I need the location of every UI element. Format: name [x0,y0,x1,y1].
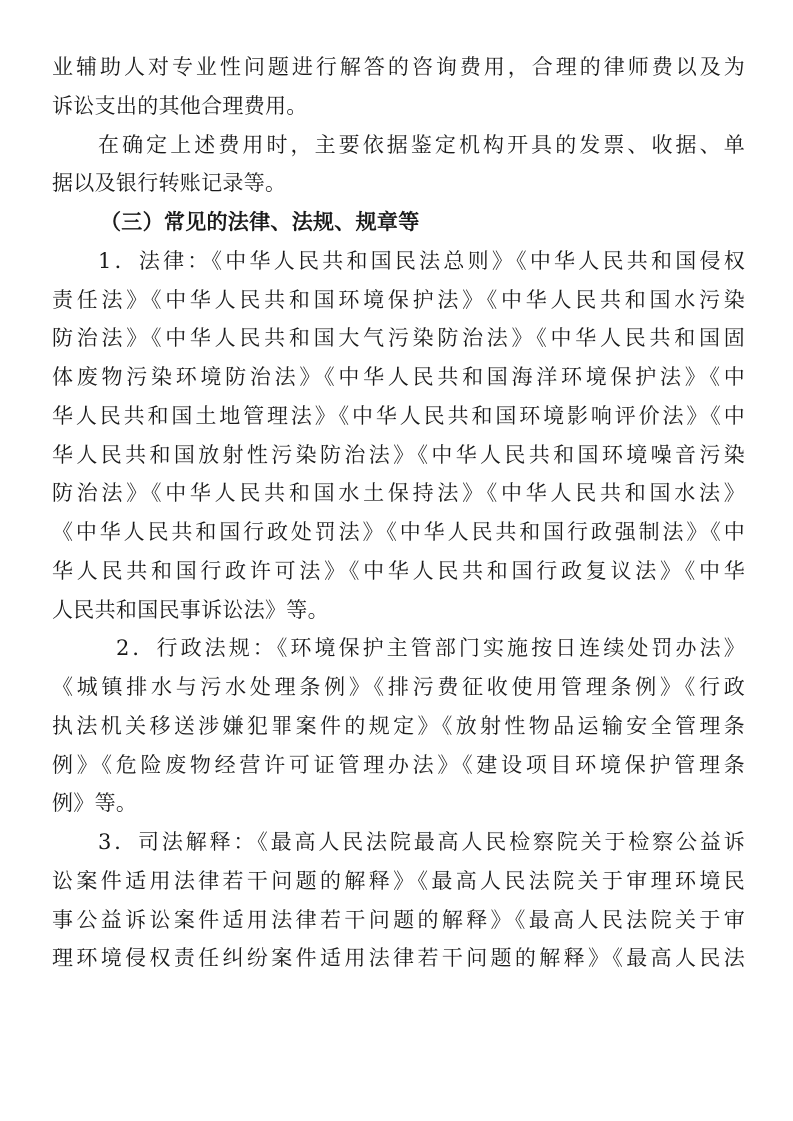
text-line: 防治法》《中华人民共和国水土保持法》《中华人民共和国水法》 [52,481,745,506]
text-line: 事公益诉讼案件适用法律若干问题的解释》《最高人民法院关于审 [52,907,745,932]
text-line: 讼案件适用法律若干问题的解释》《最高人民法院关于审理环境民 [52,868,745,893]
paragraph-laws [52,242,745,630]
text-line: 执法机关移送涉嫌犯罪案件的规定》《放射性物品运输安全管理条 [52,713,745,738]
paragraph-regulations [52,629,745,823]
paragraph-judicial-interpretations [52,823,745,978]
text-line: 《中华人民共和国行政处罚法》《中华人民共和国行政强制法》《中 [52,520,745,544]
paragraph-continuation [52,48,745,126]
text-line: 理环境侵权责任纠纷案件适用法律若干问题的解释》《最高人民法 [52,946,745,971]
text-line: 华人民共和国土地管理法》《中华人民共和国环境影响评价法》《中 [52,403,745,428]
section-heading-text: （三）常见的法律、法规、规章等 [100,210,420,234]
text-line: 例》等。 [52,791,138,816]
text-line: 华人民共和国行政许可法》《中华人民共和国行政复议法》《中华 [52,558,745,583]
text-line: 《城镇排水与污水处理条例》《排污费征收使用管理条例》《行政 [52,675,745,699]
text-line: 体废物污染环境防治法》《中华人民共和国海洋环境保护法》《中 [52,365,745,389]
text-line: 3．司法解释：《最高人民法院最高人民检察院关于检察公益诉 [98,830,745,854]
text-line: 例》《危险废物经营许可证管理办法》《建设项目环境保护管理条 [52,752,745,777]
paragraph-expense-basis [52,126,745,204]
text-line: 1．法律：《中华人民共和国民法总则》《中华人民共和国侵权 [98,248,745,273]
document-page [52,48,745,978]
text-line: 华人民共和国放射性污染防治法》《中华人民共和国环境噪音污染 [52,442,745,467]
text-line: 防治法》《中华人民共和国大气污染防治法》《中华人民共和国固 [52,326,745,351]
text-line: 业辅助人对专业性问题进行解答的咨询费用，合理的律师费以及为 [52,55,745,79]
text-line: 责任法》《中华人民共和国环境保护法》《中华人民共和国水污染 [52,287,745,312]
text-line: 人民共和国民事诉讼法》等。 [52,597,329,622]
section-heading [52,203,745,242]
text-line: 据以及银行转账记录等。 [52,171,287,196]
text-line: 诉讼支出的其他合理费用。 [52,93,308,118]
text-line: 在确定上述费用时，主要依据鉴定机构开具的发票、收据、单 [98,132,745,157]
text-line: 2．行政法规：《环境保护主管部门实施按日连续处罚办法》 [116,636,745,661]
